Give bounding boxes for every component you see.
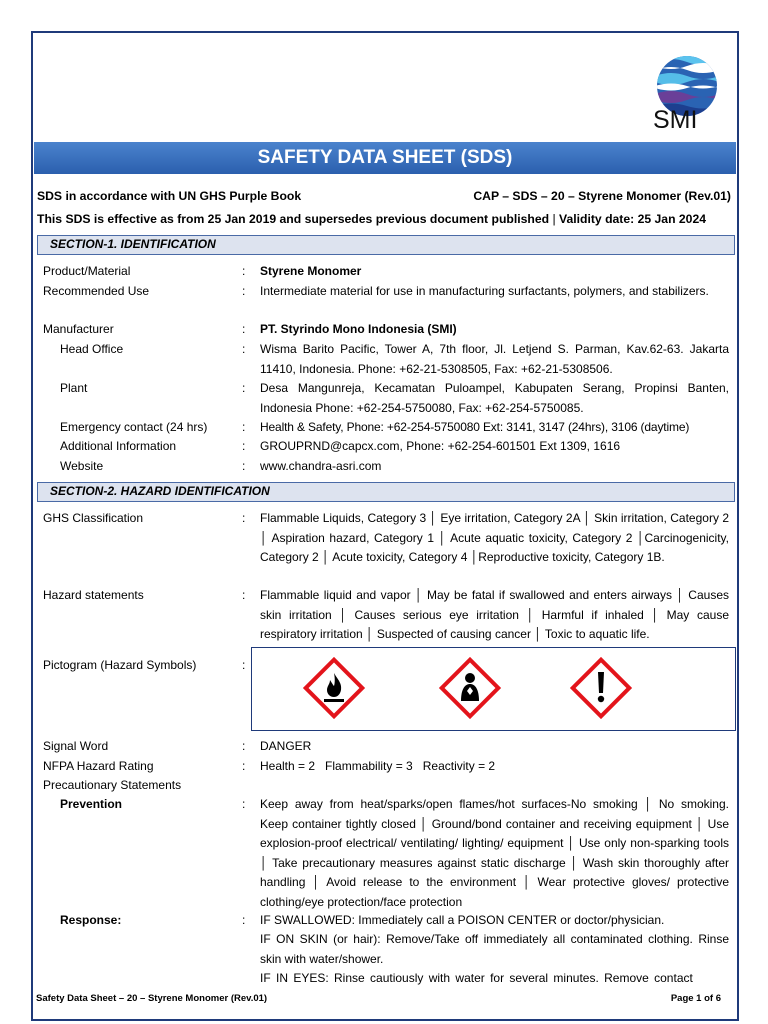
health-hazard-icon [439, 657, 501, 719]
product-label: Product/Material [43, 264, 131, 278]
head-office-label: Head Office [60, 342, 124, 356]
colon: : [242, 342, 246, 356]
signal-word-value: DANGER [260, 739, 312, 753]
colon: : [242, 797, 246, 811]
website-link[interactable]: www.chandra-asri.com [260, 459, 382, 473]
plant-value: Desa Mangunreja, Kecamatan Puloampel, Kabupaten Serang, Propinsi Banten, Indonesia Phone: +62-254-5750080, Fax: +62-254-5750085. [260, 381, 729, 415]
colon: : [242, 739, 246, 753]
validity-date-text: Validity date: 25 Jan 2024 [559, 212, 707, 226]
manufacturer-label: Manufacturer [43, 322, 114, 336]
header-standard: SDS in accordance with UN GHS Purple Book [37, 189, 302, 203]
colon: : [242, 759, 246, 773]
ghs-classification-value: Flammable Liquids, Category 3 │ Eye irritation, Category 2A │ Skin irritation, Category 2 │ Aspiration hazard, Category 1 │ Acute aquatic toxicity, Category 2 │Carcinogenicity, Category 2 │ Acute toxicity, Category 4 │Reproductive toxicity, Category 1B. [260, 511, 729, 565]
emergency-contact-value: Health & Safety, Phone: +62-254-5750080 Ext: 3141, 3147 (24hrs), 3106 (daytime) [260, 420, 690, 434]
emergency-contact-label: Emergency contact (24 hrs) [60, 420, 208, 434]
signal-word-label: Signal Word [43, 739, 109, 753]
section-1-header: SECTION-1. IDENTIFICATION [37, 235, 735, 255]
hazard-statements-value: Flammable liquid and vapor │ May be fatal if swallowed and enters airways │ Causes skin irritation │ Causes serious eye irritation │ Harmful if inhaled │ May cause respiratory irritation │ Suspected of causing cancer │ Toxic to aquatic life. [260, 588, 729, 642]
prevention-value: Keep away from heat/sparks/open flames/hot surfaces-No smoking │ No smoking. Keep container tightly closed │ Ground/bond container and receiving equipment │ Use explosion-proof electrical/ ventilating/ lighting/ equipment │ Use only non-sparking tools │ Take precautionary measures against static discharge │ Wash skin thoroughly after handling │ Avoid release to the environment │ Wear protective gloves/ protective clothing/eye protection/face protection [260, 797, 729, 909]
colon: : [242, 439, 246, 453]
response-eyes: IF IN EYES: Rinse cautiously with water for several minutes. Remove contact [260, 971, 693, 985]
head-office-value: Wisma Barito Pacific, Tower A, 7th floor, Jl. Letjend S. Parman, Kav.62-63. Jakarta 11410, Indonesia. Phone: +62-21-5308505, Fax: +62-21-5308506. [260, 342, 729, 376]
section-2-header: SECTION-2. HAZARD IDENTIFICATION [37, 482, 735, 502]
colon: : [242, 284, 246, 298]
recommended-use-value: Intermediate material for use in manufacturing surfactants, polymers, and stabilizers. [260, 284, 709, 298]
precautionary-label: Precautionary Statements [43, 778, 182, 792]
additional-info-value: GROUPRND@capcx.com, Phone: +62-254-601501 Ext 1309, 1616 [260, 439, 621, 453]
effective-date-text: This SDS is effective as from 25 Jan 2019 and supersedes previous document published [37, 212, 550, 226]
logo-text: SMI [653, 106, 698, 134]
nfpa-value: Health = 2 Flammability = 3 Reactivity = 2 [260, 759, 496, 773]
colon: : [242, 658, 246, 672]
colon: : [242, 264, 246, 278]
pictogram-label: Pictogram (Hazard Symbols) [43, 658, 197, 672]
colon: : [242, 511, 246, 525]
website-label: Website [60, 459, 104, 473]
response-label: Response: [60, 913, 122, 927]
response-skin: IF ON SKIN (or hair): Remove/Take off immediately all contaminated clothing. Rinse skin with water/shower. [260, 932, 729, 966]
header-effective-line [37, 212, 706, 226]
header-document-code: CAP – SDS – 20 – Styrene Monomer (Rev.01) [473, 189, 731, 203]
ghs-classification-label: GHS Classification [43, 511, 144, 525]
colon: : [242, 588, 246, 602]
nfpa-label: NFPA Hazard Rating [43, 759, 154, 773]
colon: : [242, 420, 246, 434]
colon: : [242, 913, 246, 927]
hazard-statements-label: Hazard statements [43, 588, 144, 602]
colon: : [242, 381, 246, 395]
response-swallowed: IF SWALLOWED: Immediately call a POISON CENTER or doctor/physician. [260, 913, 665, 927]
colon: : [242, 459, 246, 473]
separator: | [549, 212, 560, 226]
prevention-label: Prevention [60, 797, 123, 811]
flame-icon [303, 657, 365, 719]
footer-document-name: Safety Data Sheet – 20 – Styrene Monomer (Rev.01) [36, 993, 268, 1004]
product-value: Styrene Monomer [260, 264, 362, 278]
recommended-use-label: Recommended Use [43, 284, 150, 298]
colon: : [242, 322, 246, 336]
additional-info-label: Additional Information [60, 439, 177, 453]
manufacturer-value: PT. Styrindo Mono Indonesia (SMI) [260, 322, 457, 336]
document-title: SAFETY DATA SHEET (SDS) [34, 142, 736, 174]
exclamation-mark-icon [570, 657, 632, 719]
pictogram-box [251, 647, 736, 731]
plant-label: Plant [60, 381, 88, 395]
footer-page-number: Page 1 of 6 [670, 993, 721, 1004]
